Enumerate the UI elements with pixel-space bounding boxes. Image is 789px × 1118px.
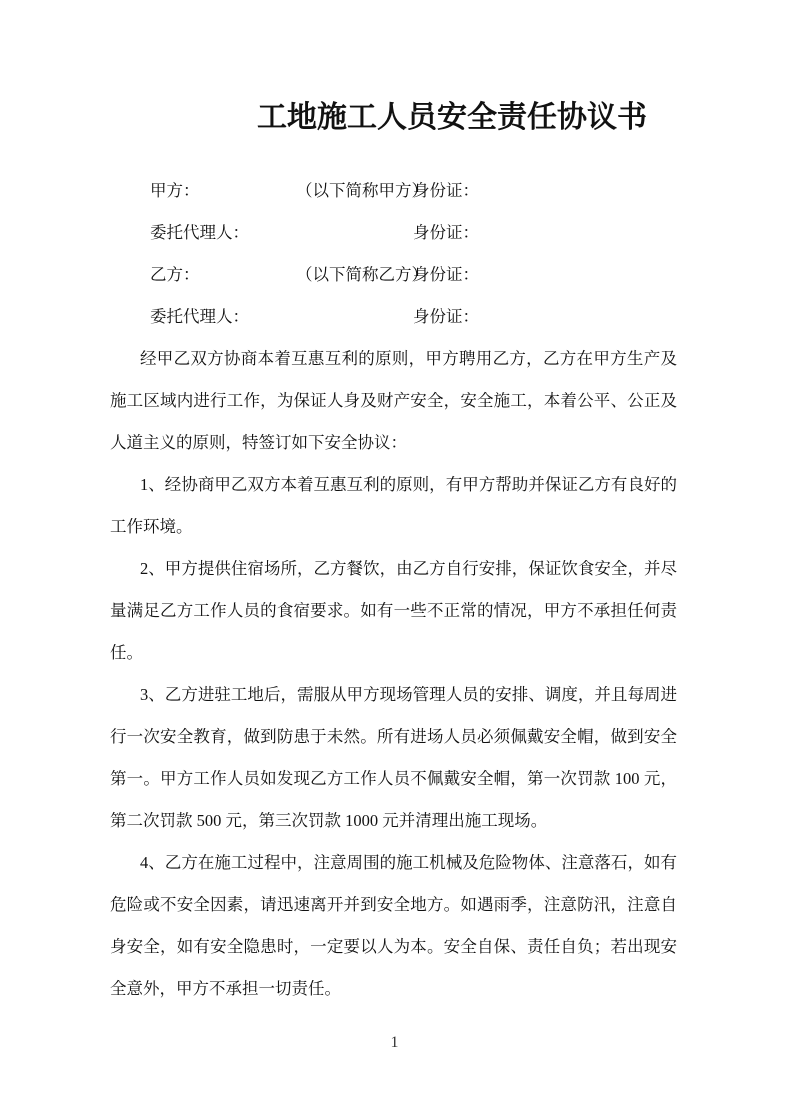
document-title: 工地施工人员安全责任协议书 (257, 101, 647, 134)
body-line: 行一次安全教育，做到防患于未然。所有进场人员必须佩戴安全帽，做到安全 (110, 727, 677, 746)
party-row-yifang (0, 254, 789, 296)
party-row-yifang-agent (0, 296, 789, 338)
body-line: 第二次罚款 500 元，第三次罚款 1000 元并清理出施工现场。 (110, 811, 548, 830)
body-line: 工作环境。 (110, 517, 193, 536)
body-line: 4、乙方在施工过程中，注意周围的施工机械及危险物体、注意落石，如有 (140, 853, 677, 872)
document-body (110, 338, 677, 1010)
body-line: 3、乙方进驻工地后，需服从甲方现场管理人员的安排、调度，并且每周进 (140, 685, 677, 704)
paragraph-clause-1 (110, 464, 677, 548)
body-line: 施工区域内进行工作，为保证人身及财产安全，安全施工，本着公平、公正及 (110, 391, 677, 410)
body-line: 全意外，甲方不承担一切责任。 (110, 979, 341, 998)
paragraph-clause-4 (110, 842, 677, 1010)
party-note: （以下简称甲方） (296, 181, 428, 200)
body-line: 经甲乙双方协商本着互惠互利的原则，甲方聘用乙方，乙方在甲方生产及 (140, 349, 677, 368)
paragraph-clause-2 (110, 548, 677, 674)
body-line: 危险或不安全因素，请迅速离开并到安全地方。如遇雨季，注意防汛，注意自 (110, 895, 677, 914)
body-line: 量满足乙方工作人员的食宿要求。如有一些不正常的情况，甲方不承担任何责 (110, 601, 677, 620)
body-line: 1、经协商甲乙双方本着互惠互利的原则，有甲方帮助并保证乙方有良好的 (140, 475, 677, 494)
paragraph-clause-3 (110, 674, 677, 842)
party-row-jiafang (0, 170, 789, 212)
page-number: 1 (390, 1034, 399, 1051)
body-line: 2、甲方提供住宿场所，乙方餐饮，由乙方自行安排，保证饮食安全，并尽 (140, 559, 677, 578)
party-label: 甲方： (150, 181, 200, 200)
body-line: 身安全，如有安全隐患时，一定要以人为本。安全自保、责任自负；若出现安 (110, 937, 677, 956)
body-line: 任。 (110, 643, 143, 662)
party-id-label: 身份证： (413, 265, 479, 284)
party-id-label: 身份证： (413, 223, 479, 242)
body-line: 人道主义的原则，特签订如下安全协议： (110, 433, 407, 452)
party-id-label: 身份证： (413, 307, 479, 326)
party-label: 委托代理人： (150, 223, 249, 242)
party-row-jiafang-agent (0, 212, 789, 254)
party-note: （以下简称乙方） (296, 265, 428, 284)
party-id-label: 身份证： (413, 181, 479, 200)
party-label: 乙方： (150, 265, 200, 284)
body-line: 第一。甲方工作人员如发现乙方工作人员不佩戴安全帽，第一次罚款 100 元， (110, 769, 677, 788)
party-label: 委托代理人： (150, 307, 249, 326)
paragraph-preamble (110, 338, 677, 464)
